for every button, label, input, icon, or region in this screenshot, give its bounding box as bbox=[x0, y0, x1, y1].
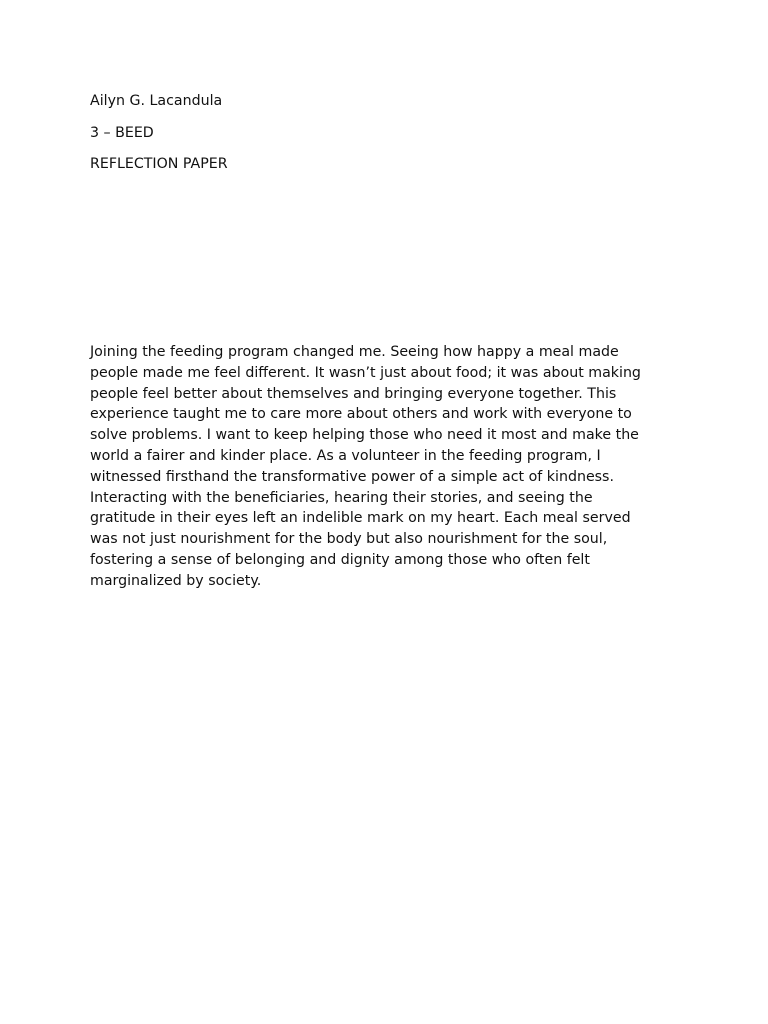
body-line: fostering a sense of belonging and dignity among those who often felt bbox=[90, 551, 590, 568]
body-line: marginalized by society. bbox=[90, 572, 262, 589]
body-line: people made me feel different. It wasn’t just about food; it was about making bbox=[90, 364, 641, 381]
body-line: Joining the feeding program changed me. Seeing how happy a meal made bbox=[90, 344, 619, 360]
body-line: gratitude in their eyes left an indelible mark on my heart. Each meal served bbox=[90, 510, 631, 527]
class-section: 3 – BEED bbox=[90, 125, 154, 141]
body-line: was not just nourishment for the body but also nourishment for the soul, bbox=[90, 531, 608, 548]
paper-title: REFLECTION PAPER bbox=[90, 156, 228, 172]
reflection-body bbox=[90, 342, 690, 592]
body-line: solve problems. I want to keep helping those who need it most and make the bbox=[90, 427, 639, 444]
body-line: world a fairer and kinder place. As a volunteer in the feeding program, I bbox=[90, 447, 601, 464]
body-line: people feel better about themselves and bringing everyone together. This bbox=[90, 385, 617, 402]
body-line: witnessed firsthand the transformative power of a simple act of kindness. bbox=[90, 468, 614, 485]
body-line: Interacting with the beneficiaries, hearing their stories, and seeing the bbox=[90, 489, 593, 506]
author-name: Ailyn G. Lacandula bbox=[90, 93, 223, 109]
body-line: experience taught me to care more about others and work with everyone to bbox=[90, 406, 632, 423]
